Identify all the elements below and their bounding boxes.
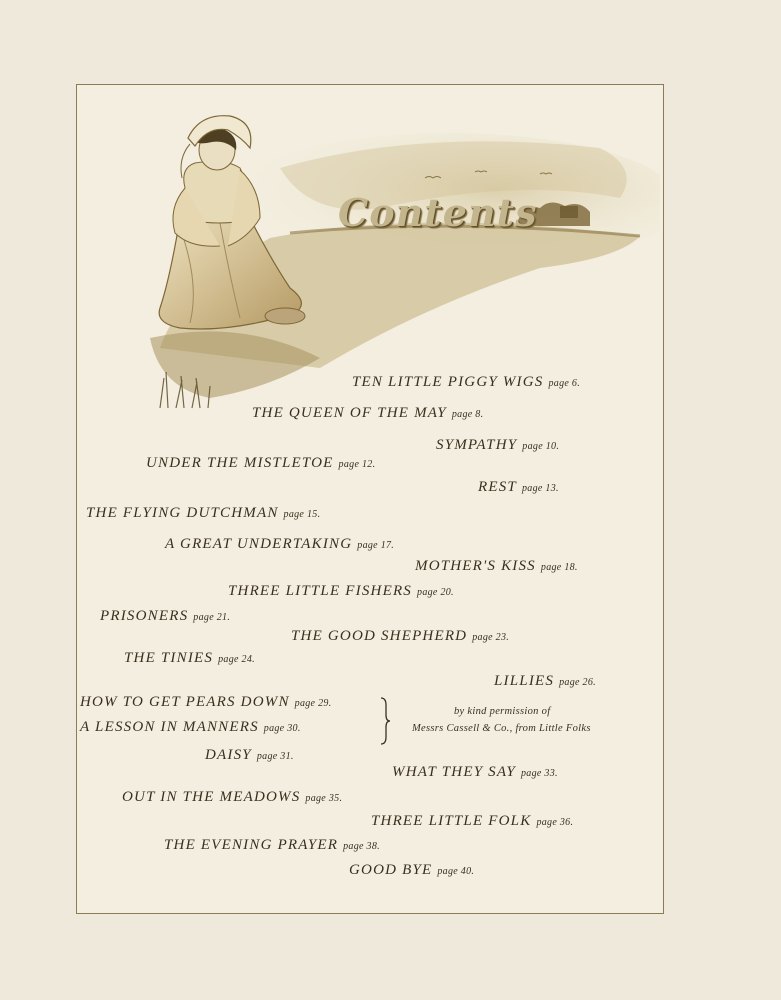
toc-entry-title: LILLIES — [494, 673, 555, 689]
toc-entry-page: page 36. — [536, 817, 574, 828]
toc-entry-page: page 38. — [343, 841, 380, 852]
toc-entry-title: TEN LITTLE PIGGY WIGS — [352, 374, 544, 390]
toc-entry-title: UNDER THE MISTLETOE — [146, 455, 334, 471]
contents-title: Contents — [338, 190, 538, 235]
toc-entry-title: OUT IN THE MEADOWS — [122, 789, 301, 805]
toc-entry[interactable] — [164, 837, 380, 854]
toc-entry-page: page 40. — [437, 866, 475, 877]
toc-entry-page: page 8. — [451, 409, 484, 420]
toc-entry-title: REST — [478, 479, 517, 495]
toc-entry-title: THREE LITTLE FOLK — [371, 813, 532, 829]
toc-entry[interactable] — [349, 862, 474, 879]
brace-bracket — [378, 697, 392, 745]
toc-entry-page: page 13. — [521, 483, 559, 494]
toc-entry-page: page 15. — [283, 509, 321, 520]
toc-entry-page: page 10. — [522, 441, 560, 452]
toc-entry-title: A LESSON IN MANNERS — [80, 719, 259, 735]
toc-entry[interactable] — [392, 764, 558, 781]
toc-entry[interactable] — [124, 650, 255, 667]
toc-entry-page: page 20. — [417, 587, 454, 598]
toc-entry[interactable] — [436, 437, 559, 454]
toc-entry-page: page 18. — [540, 562, 578, 573]
toc-entry[interactable] — [228, 583, 454, 600]
toc-entry-page: page 30. — [263, 723, 301, 734]
permission-note-line2: Messrs Cassell & Co., from Little Folks — [412, 723, 591, 734]
toc-entry[interactable] — [80, 719, 301, 736]
toc-entry[interactable] — [415, 558, 578, 575]
toc-entry-page: page 24. — [218, 654, 255, 665]
toc-entry-title: THE FLYING DUTCHMAN — [86, 505, 279, 521]
toc-entry-title: PRISONERS — [100, 608, 189, 624]
toc-entry[interactable] — [122, 789, 342, 806]
toc-entry-page: page 26. — [559, 677, 596, 688]
toc-entry-page: page 23. — [472, 632, 510, 643]
toc-entry-page: page 12. — [338, 459, 376, 470]
toc-entry[interactable] — [371, 813, 573, 830]
toc-entry-page: page 31. — [256, 751, 294, 762]
girl-in-meadow-illustration — [120, 108, 660, 418]
toc-entry-title: THE TINIES — [124, 650, 214, 666]
toc-entry[interactable] — [80, 694, 332, 711]
toc-entry[interactable] — [291, 628, 509, 645]
toc-entry-title: THE QUEEN OF THE MAY — [252, 405, 447, 421]
toc-entry[interactable] — [478, 479, 559, 496]
toc-entry[interactable] — [494, 673, 596, 690]
toc-entry-page: page 29. — [294, 698, 332, 709]
toc-entry[interactable] — [252, 405, 483, 422]
toc-entry-title: HOW TO GET PEARS DOWN — [80, 694, 290, 710]
toc-entry[interactable] — [165, 536, 394, 553]
toc-entry-page: page 17. — [357, 540, 395, 551]
toc-entry-page: page 33. — [520, 768, 558, 779]
toc-entry-title: THE EVENING PRAYER — [164, 837, 339, 853]
toc-entry[interactable] — [146, 455, 375, 472]
toc-entry-title: THREE LITTLE FISHERS — [228, 583, 413, 599]
toc-entry-title: A GREAT UNDERTAKING — [165, 536, 353, 552]
toc-entry-title: THE GOOD SHEPHERD — [291, 628, 468, 644]
toc-entry[interactable] — [86, 505, 320, 522]
toc-entry-title: WHAT THEY SAY — [392, 764, 516, 780]
toc-entry-page: page 35. — [305, 793, 343, 804]
toc-entry-title: DAISY — [205, 747, 252, 763]
toc-entry-title: GOOD BYE — [349, 862, 433, 878]
toc-entry[interactable] — [100, 608, 230, 625]
toc-entry[interactable] — [352, 374, 580, 391]
toc-entry-title: MOTHER'S KISS — [415, 558, 536, 574]
toc-entry-title: SYMPATHY — [436, 437, 518, 453]
toc-entry[interactable] — [205, 747, 294, 764]
toc-entry-page: page 6. — [548, 378, 581, 389]
toc-entry-page: page 21. — [193, 612, 231, 623]
permission-note-line1: by kind permission of — [454, 706, 551, 717]
